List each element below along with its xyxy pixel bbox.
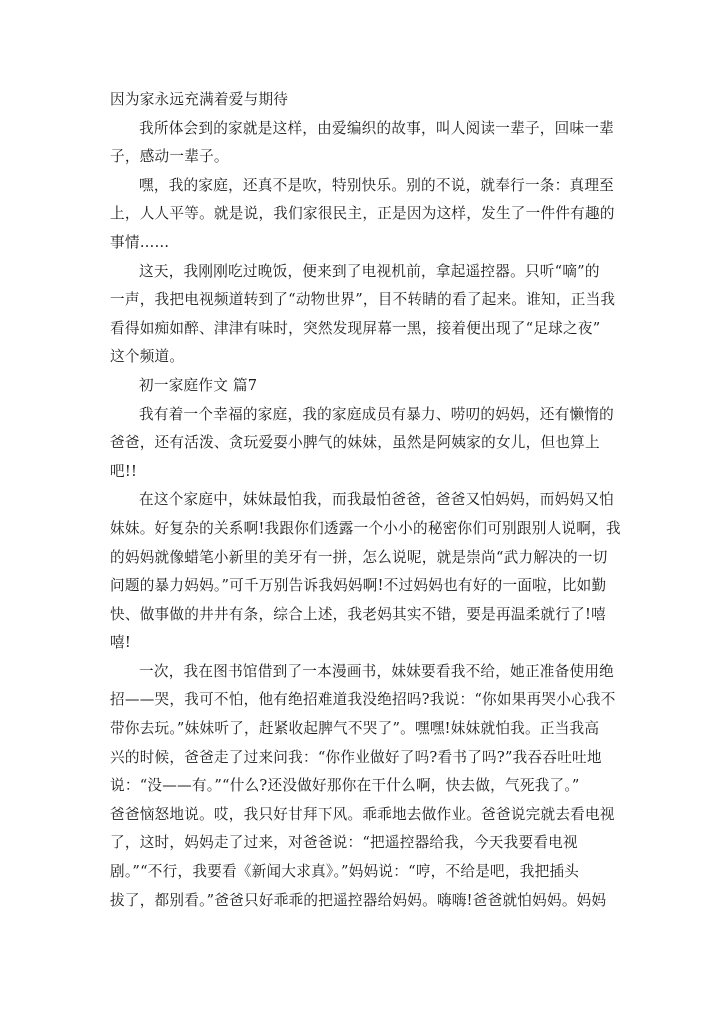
text-line: 拔了，都别看。”爸爸只好乖乖的把遥控器给妈妈。嗨嗨!爸爸就怕妈妈。妈妈 (110, 891, 607, 909)
text-line: 一次，我在图书馆借到了一本漫画书，妹妹要看我不给，她正准备使用绝 (139, 662, 615, 680)
text-line: 说：“没——有。”“什么?还没做好那你在干什么啊，快去做，气死我了。” (110, 777, 580, 795)
text-line: 爸爸，还有活泼、贪玩爱耍小脾气的妹妹，虽然是阿姨家的女儿，但也算上 (110, 434, 600, 452)
text-line: 我有着一个幸福的家庭，我的家庭成员有暴力、唠叨的妈妈，还有懒惰的 (139, 405, 615, 423)
text-line: 一声，我把电视频道转到了“动物世界”，目不转睛的看了起来。谁知，正当我 (110, 291, 616, 309)
text-line: 妹妹。好复杂的关系啊!我跟你们透露一个小小的秘密你们可别跟别人说啊，我 (110, 519, 621, 537)
text-line: 这天，我刚刚吃过晚饭，便来到了电视机前，拿起遥控器。只听“嘀”的 (139, 262, 600, 280)
text-line: 兴的时候，爸爸走了过来问我：“你作业做好了吗?看书了吗?”我吞吞吐吐地 (110, 748, 602, 766)
text-line: 的妈妈就像蜡笔小新里的美牙有一拼，怎么说呢，就是崇尚“武力解决的一切 (110, 548, 608, 566)
text-line: 在这个家庭中，妹妹最怕我，而我最怕爸爸，爸爸又怕妈妈，而妈妈又怕 (139, 491, 615, 509)
text-line: 吧!! (110, 462, 138, 480)
text-line: 带你去玩。”妹妹听了，赶紧收起脾气不哭了”。嘿嘿!妹妹就怕我。正当我高 (110, 720, 600, 738)
text-line: 快、做事做的井井有条，综合上述，我老妈其实不错，要是再温柔就行了!嘻 (110, 605, 606, 623)
text-line: 嘻! (110, 634, 131, 652)
text-line: 这个频道。 (110, 348, 185, 366)
text-line: 了，这时，妈妈走了过来，对爸爸说：“把遥控器给我，今天我要看电视 (110, 834, 578, 852)
text-line: 子，感动一辈子。 (110, 148, 229, 166)
text-line: 爸爸恼怒地说。哎，我只好甘拜下风。乖乖地去做作业。爸爸说完就去看电视 (110, 805, 615, 823)
text-line: 事情…… (110, 233, 170, 251)
text-line: 因为家永远充满着爱与期待 (110, 91, 289, 108)
text-line: 招——哭，我可不怕，他有绝招难道我没绝招吗?我说：“你如果再哭小心我不 (110, 691, 616, 709)
text-line: 问题的暴力妈妈。”可千万别告诉我妈妈啊!不过妈妈也有好的一面啦，比如勤 (110, 577, 607, 595)
text-line: 嘿，我的家庭，还真不是吹，特别快乐。别的不说，就奉行一条：真理至 (139, 176, 615, 194)
text-line: 看得如痴如醉、津津有味时，突然发现屏幕一黑，接着便出现了“足球之夜” (110, 319, 601, 337)
text-line: 上，人人平等。就是说，我们家很民主，正是因为这样，发生了一件件有趣的 (110, 205, 615, 223)
text-line: 剧。”“不行，我要看《新闻大求真》。”妈妈说：“哼，不给是吧，我把插头 (110, 863, 580, 881)
section-heading: 初一家庭作文 篇7 (139, 376, 258, 394)
document-page (110, 86, 621, 915)
text-line: 我所体会到的家就是这样，由爱编织的故事，叫人阅读一辈子，回味一辈 (139, 119, 615, 137)
